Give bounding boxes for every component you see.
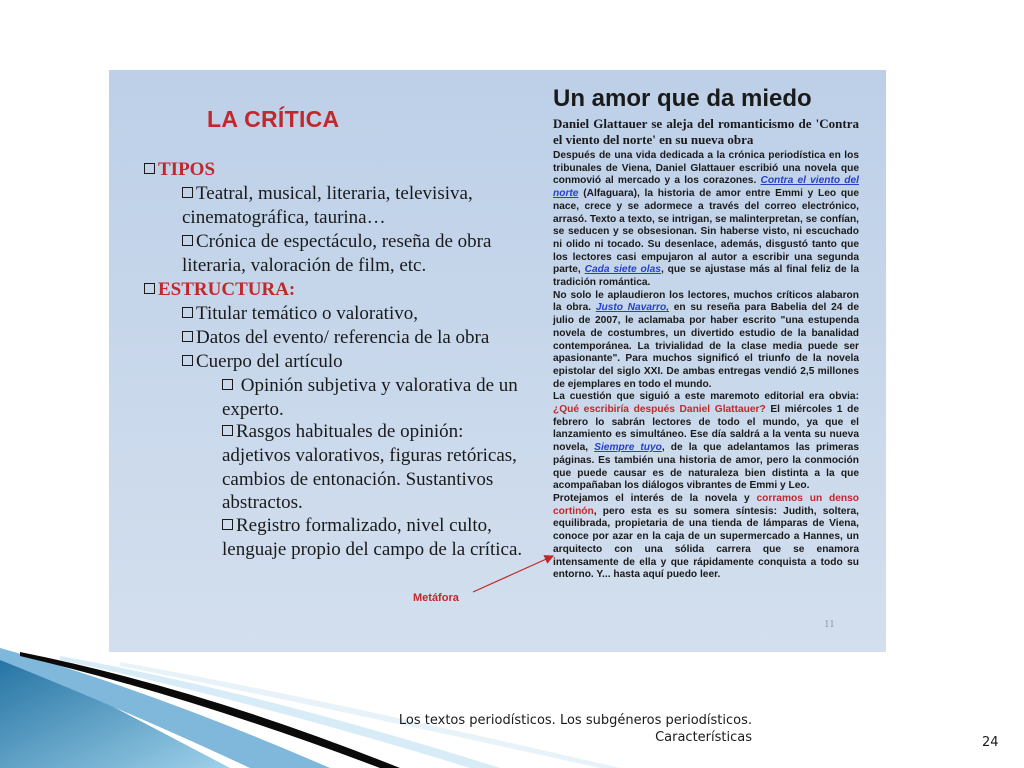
cuerpo-subitem: Rasgos habituales de opinión:	[222, 420, 463, 444]
tipos-item: Teatral, musical, literaria, televisiva,	[182, 182, 473, 206]
article-link[interactable]: Justo Navarro,	[595, 302, 670, 314]
cuerpo-subitem: Opinión subjetiva y valorativa de un	[222, 374, 518, 398]
estructura-heading: ESTRUCTURA:	[144, 278, 295, 302]
article-title: Un amor que da miedo	[553, 85, 812, 112]
tipos-item-cont: cinematográfica, taurina…	[182, 207, 386, 228]
cuerpo-subitem-cont: cambios de entonación. Sustantivos	[222, 469, 494, 490]
article-paragraph: Después de una vida dedicada a la crónica periodística en los tribunales de Viena, Daniel Glattauer escribió una novela que conmovió al mercado y a los corazones. Contra el viento del norte (Alfaguara), la historia de amor entre Emmi y Leo que nace, crece y se adormece a través del correo electrónico, arrasó. Texto a texto, se intrigan, se malinterpretan, se confían, se seducen y se obsesionan. Sin haberse visto, ni escuchado ni olido ni tocado. Su desenlace, además, disgustó tanto que los lectores casi empujaron al autor a escribir una segunda parte, Cada siete olas, que se ajustase más al final feliz de la tradición romántica.	[553, 150, 859, 289]
metafora-annotation: Metáfora	[413, 592, 459, 604]
tipos-item-cont: literaria, valoración de film, etc.	[182, 255, 427, 276]
highlighted-metaphor: corramos un denso cortinón	[553, 492, 859, 517]
article-paragraph: No solo le aplaudieron los lectores, muchos críticos alabaron la obra. Justo Navarro, en su reseña para Babelia del 24 de julio de 2007, le aclamaba por haber escrito "una estupenda novela de costumbres, un divertido estudio de la banalidad contemporánea. La trivialidad de la clase media puede ser apasionante". Para muchos significó el triunfo de la novela epistolar del siglo XXI. De ambas entregas vendió 2,5 millones de ejemplares en todo el mundo.	[553, 289, 859, 390]
cuerpo-subitem-cont: lenguaje propio del campo de la crítica.	[222, 539, 523, 560]
highlighted-question: ¿Qué escribiría después Daniel Glattauer?	[553, 404, 766, 416]
cuerpo-subitem: Registro formalizado, nivel culto,	[222, 514, 492, 538]
footer-line: Características	[655, 730, 752, 745]
article-link[interactable]: Cada siete olas	[584, 264, 661, 276]
estructura-item: Datos del evento/ referencia de la obra	[182, 326, 489, 350]
article-link[interactable]: Siempre tuyo	[594, 442, 662, 454]
article-paragraph: Protejamos el interés de la novela y corramos un denso cortinón, pero esta es su somera síntesis: Judith, soltera, equilibrada, propietaria de una tienda de lámparas de Viena, conoce por azar en la caja de un supermercado a Hannes, un arquitecto con una sólida carrera que se enamora intensamente de ella y que rápidamente conquista a todo su entorno. Y... hasta aquí puedo leer.	[553, 492, 859, 581]
slide-image	[109, 70, 886, 652]
cuerpo-subitem-cont: abstractos.	[222, 492, 303, 513]
article-subtitle: Daniel Glattauer se aleja del romanticismo de 'Contra el viento del norte' en su nueva obra	[553, 116, 859, 147]
article-panel	[553, 84, 859, 582]
cuerpo-subitem-cont: experto.	[222, 399, 284, 420]
footer-line: Los textos periodísticos. Los subgéneros periodísticos.	[398, 713, 752, 728]
article-paragraph: La cuestión que siguió a este maremoto editorial era obvia: ¿Qué escribiría después Daniel Glattauer? El miércoles 1 de febrero lo sabrán lectores de todo el mundo, ya que el lanzamiento es simultáneo. Ese día saldrá a la venta su nueva novela, Siempre tuyo, de la que adelantamos las primeras páginas. Es también una historia de amor, pero la conmoción que puede causar es de naturaleza bien distinta a la que acompañaban los diálogos vibrantes de Emmi y Leo.	[553, 391, 859, 492]
cuerpo-subitem-cont: adjetivos valorativos, figuras retóricas,	[222, 445, 517, 466]
article-link[interactable]: Contra el viento del norte	[553, 175, 859, 200]
estructura-item: Cuerpo del artículo	[182, 350, 343, 374]
page-number: 24	[982, 735, 999, 750]
critica-title: LA CRÍTICA	[207, 106, 340, 132]
footer-text	[340, 712, 752, 746]
tipos-heading: TIPOS	[144, 158, 215, 182]
tipos-item: Crónica de espectáculo, reseña de obra	[182, 230, 491, 254]
inner-slide-number: 11	[824, 618, 835, 630]
estructura-item: Titular temático o valorativo,	[182, 302, 418, 326]
